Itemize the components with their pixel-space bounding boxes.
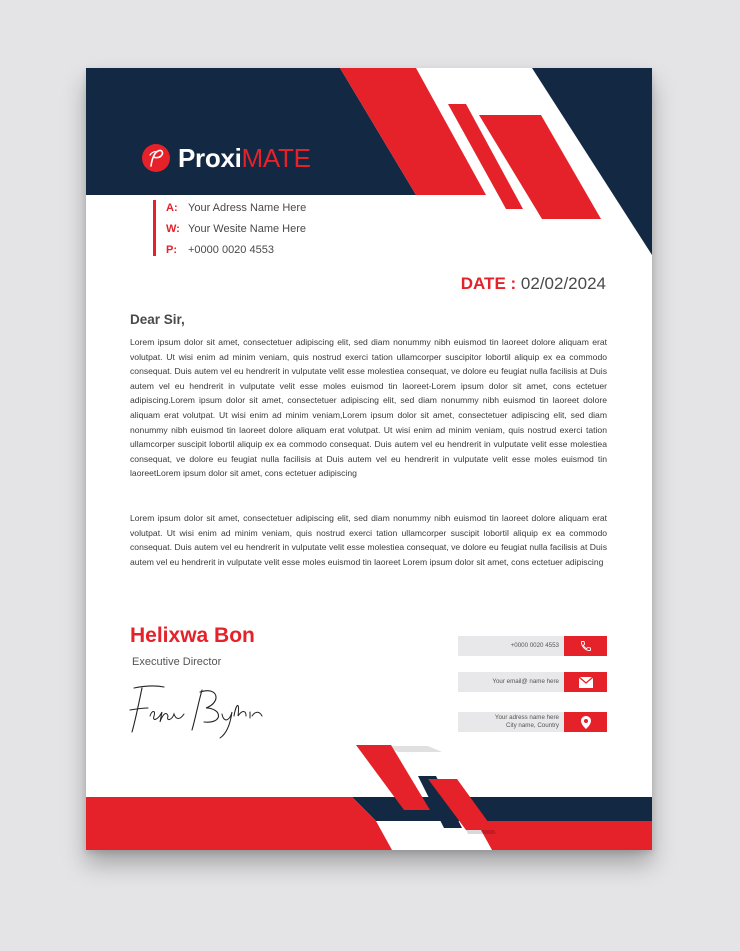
signatory-title: Executive Director <box>132 656 222 668</box>
handwritten-signature <box>122 680 272 740</box>
greeting: Dear Sir, <box>130 312 185 327</box>
logo-mark-icon <box>142 144 170 172</box>
body-paragraph-1: Lorem ipsum dolor sit amet, consectetuer adipiscing elit, sed diam nonummy nibh euismod tin laoreet dolore aliquam erat volutpat. Ut wisi enim ad minim veniam, quis nostrud exerci tation ullamcorper suscipitor lobortil aliquip ex ea commodo consequat. Duis autem vel eu hendrerit in vulputate velit esse molestiea consequat, ve dolore eu feugiat nulla facilisis at Duis autem vel eu hendrerit in vulputate velit esse moles euismod tin laoreet-Lorem ipsum dolor sit amet, cons ectetuer adipiscing.Lorem ipsum dolor sit amet, consectetuer adipiscing elit, sed diam nonummy nibh euismod tin laoreet dolore aliquam erat volutpat. Ut wisi enim ad minim veniam,Lorem ipsum dolor sit amet, consectetuer adipiscing elit, sed diam nonummy nibh euismod tin laoreet dolore aliquam erat volutpat. Ut wisi enim ad minim veniam, quis nostrud exerci tation ullamcorper suscipit lobortil aliquip ex ea commodo consequat. Duis autem vel eu hendrerit in vulputate velit esse molestiea consequat, ve dolore eu feugiat nulla facilisis at Duis autem vel eu hendrerit in vulputate velit esse moles euismod tin laoreetLorem ipsum dolor sit amet, cons ectetuer adipiscing <box>130 337 607 479</box>
location-pin-icon <box>564 712 607 732</box>
footer-red-band-right <box>476 821 652 850</box>
date-value: 02/02/2024 <box>520 274 606 293</box>
footer-phone-text <box>458 636 564 656</box>
footer-address-line2: City name, Country <box>506 722 559 729</box>
footer-address-text <box>458 712 564 732</box>
contact-website-key: W: <box>166 223 180 235</box>
letterhead-page <box>86 68 652 850</box>
footer-email-line1: Your email@ name here <box>492 678 559 685</box>
phone-icon <box>564 636 607 656</box>
contact-phone-key: P: <box>166 244 177 256</box>
brand-name-part1: Proxi <box>178 143 242 173</box>
contact-address <box>166 201 306 215</box>
contact-website-value: Your Wesite Name Here <box>188 223 306 235</box>
footer-navy-band <box>352 797 652 821</box>
letter-date <box>461 274 606 294</box>
contact-website <box>166 222 306 236</box>
footer-phone-box <box>458 636 607 656</box>
brand-name-part2: MATE <box>241 143 311 173</box>
signatory-name: Helixwa Bon <box>130 624 255 647</box>
contact-phone-value: +0000 0020 4553 <box>188 244 274 256</box>
contact-phone <box>166 243 274 257</box>
contact-address-key: A: <box>166 202 178 214</box>
brand-logo <box>142 140 311 176</box>
footer-address-box <box>458 712 607 732</box>
date-label: DATE : <box>460 274 517 293</box>
footer-red-band-left <box>86 797 392 850</box>
brand-wordmark <box>178 144 311 172</box>
footer-phone-line1: +0000 0020 4553 <box>510 642 559 649</box>
footer-email-text <box>458 672 564 692</box>
body-paragraph-2: Lorem ipsum dolor sit amet, consectetuer adipiscing elit, sed diam nonummy nibh euismod tin laoreet dolore aliquam erat volutpat. Ut wisi enim ad minim veniam, quis nostrud exerci tation ullamcorper suscipit lobortil aliquip ex ea commodo consequat. Duis autem vel eu hendrerit in vulputate velit esse molestiea consequat, ve dolore eu feugiat nulla facilisis at Duis autem vel eu hendrerit in vulputate velit esse moles euismod tin laoreet Lorem ipsum dolor sit amet, cons ectetuer adipiscing <box>130 513 607 567</box>
contact-accent-bar <box>153 200 156 256</box>
footer-address-line1: Your adress name here <box>494 714 559 721</box>
contact-address-value: Your Adress Name Here <box>188 202 307 214</box>
envelope-icon <box>564 672 607 692</box>
footer-email-box <box>458 672 607 692</box>
